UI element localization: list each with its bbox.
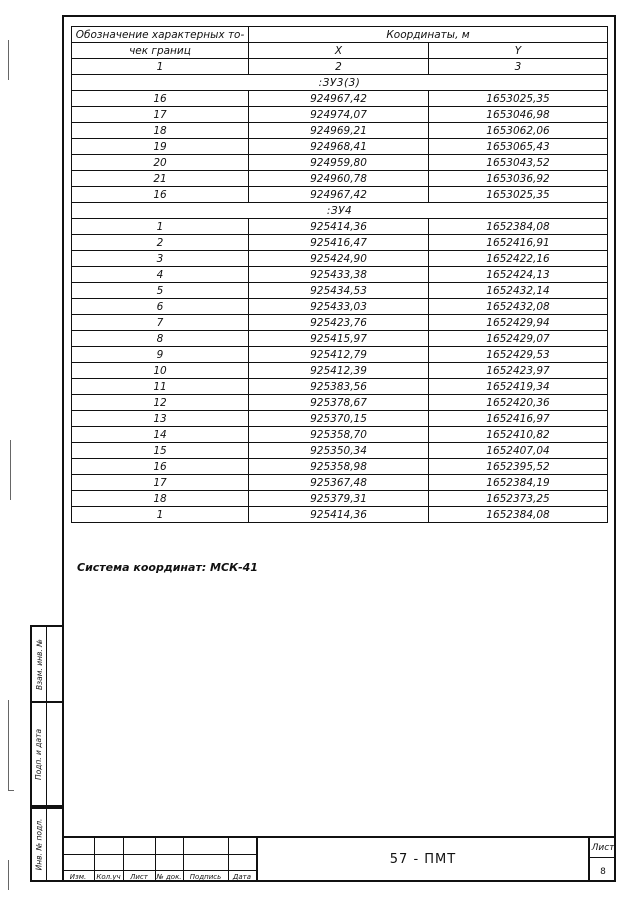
x-coordinate: 925423,76 [249, 315, 429, 331]
y-coordinate: 1652384,08 [429, 219, 608, 235]
x-coordinate: 924967,42 [249, 187, 429, 203]
y-coordinate: 1652384,08 [429, 507, 608, 523]
point-number: 15 [72, 443, 249, 459]
point-number: 21 [72, 171, 249, 187]
zone-name: :ЗУ4 [72, 203, 608, 219]
column-number: 2 [249, 59, 429, 75]
side-strip-signature [30, 703, 62, 807]
caption-doc-number: № док. [156, 873, 182, 881]
caption-sheet: Лист [130, 873, 148, 881]
x-coordinate: 925424,90 [249, 251, 429, 267]
side-label: Взам. инв. № [34, 638, 44, 690]
x-header: X [249, 43, 429, 59]
table-row [72, 379, 608, 395]
point-number: 16 [72, 459, 249, 475]
table-row [72, 187, 608, 203]
point-number: 5 [72, 283, 249, 299]
table-row [72, 331, 608, 347]
margin-mark [10, 440, 11, 500]
table-row [72, 219, 608, 235]
x-coordinate: 925414,36 [249, 219, 429, 235]
point-number: 17 [72, 107, 249, 123]
point-number: 11 [72, 379, 249, 395]
table-row [72, 427, 608, 443]
table-row [72, 139, 608, 155]
x-coordinate: 925414,36 [249, 507, 429, 523]
x-coordinate: 925358,70 [249, 427, 429, 443]
point-number: 3 [72, 251, 249, 267]
y-coordinate: 1652429,07 [429, 331, 608, 347]
zone-name: :ЗУ3(3) [72, 75, 608, 91]
point-number: 16 [72, 187, 249, 203]
sheet-number: 8 [600, 867, 606, 877]
x-coordinate: 925433,03 [249, 299, 429, 315]
x-coordinate: 925358,98 [249, 459, 429, 475]
table-row [72, 443, 608, 459]
table-row [72, 283, 608, 299]
x-coordinate: 925378,67 [249, 395, 429, 411]
y-coordinate: 1653046,98 [429, 107, 608, 123]
title-block [62, 836, 616, 882]
x-coordinate: 924959,80 [249, 155, 429, 171]
side-label: Подп. и дата [34, 728, 44, 780]
y-coordinate: 1652420,36 [429, 395, 608, 411]
y-coordinate: 1652373,25 [429, 491, 608, 507]
point-number: 1 [72, 219, 249, 235]
y-coordinate: 1652429,94 [429, 315, 608, 331]
point-number: 1 [72, 507, 249, 523]
column-number: 3 [429, 59, 608, 75]
x-coordinate: 925383,56 [249, 379, 429, 395]
y-coordinate: 1652423,97 [429, 363, 608, 379]
point-number: 20 [72, 155, 249, 171]
coordinate-system-note: Система координат: МСК-41 [77, 561, 258, 574]
table-row [72, 475, 608, 491]
caption-change: Изм. [69, 873, 87, 881]
point-number: 18 [72, 491, 249, 507]
table-row [72, 299, 608, 315]
x-coordinate: 925367,48 [249, 475, 429, 491]
table-row [72, 347, 608, 363]
y-coordinate: 1652424,13 [429, 267, 608, 283]
sheet-label: Лист [591, 843, 615, 853]
coordinates-table [71, 26, 608, 523]
table-row [72, 107, 608, 123]
x-coordinate: 925350,34 [249, 443, 429, 459]
y-coordinate: 1653025,35 [429, 187, 608, 203]
designation-header-cont: чек границ [72, 43, 249, 59]
y-coordinate: 1653062,06 [429, 123, 608, 139]
table-header-row [72, 27, 608, 43]
caption-count: Кол.уч [96, 873, 121, 881]
point-number: 13 [72, 411, 249, 427]
x-coordinate: 925415,97 [249, 331, 429, 347]
table-row [72, 267, 608, 283]
table-row [72, 315, 608, 331]
x-coordinate: 925412,39 [249, 363, 429, 379]
side-strip-replacement [30, 625, 62, 703]
y-coordinate: 1653065,43 [429, 139, 608, 155]
designation-header: Обозначение характерных то- [72, 27, 249, 43]
margin-mark [8, 860, 9, 890]
y-coordinate: 1653043,52 [429, 155, 608, 171]
y-coordinate: 1653036,92 [429, 171, 608, 187]
table-row [72, 235, 608, 251]
y-coordinate: 1652432,14 [429, 283, 608, 299]
caption-signature: Подпись [189, 873, 222, 881]
y-coordinate: 1652384,19 [429, 475, 608, 491]
x-coordinate: 925370,15 [249, 411, 429, 427]
column-number-row [72, 59, 608, 75]
x-coordinate: 925412,79 [249, 347, 429, 363]
y-coordinate: 1652429,53 [429, 347, 608, 363]
y-coordinate: 1652416,97 [429, 411, 608, 427]
x-coordinate: 924968,41 [249, 139, 429, 155]
y-coordinate: 1652410,82 [429, 427, 608, 443]
zone-row [72, 203, 608, 219]
x-coordinate: 924967,42 [249, 91, 429, 107]
x-coordinate: 925433,38 [249, 267, 429, 283]
y-coordinate: 1652419,34 [429, 379, 608, 395]
y-header: Y [429, 43, 608, 59]
point-number: 8 [72, 331, 249, 347]
y-coordinate: 1653025,35 [429, 91, 608, 107]
point-number: 2 [72, 235, 249, 251]
point-number: 4 [72, 267, 249, 283]
table-row [72, 459, 608, 475]
point-number: 10 [72, 363, 249, 379]
point-number: 17 [72, 475, 249, 491]
table-row [72, 123, 608, 139]
x-coordinate: 925416,47 [249, 235, 429, 251]
point-number: 14 [72, 427, 249, 443]
caption-date: Дата [232, 873, 252, 881]
x-coordinate: 924960,78 [249, 171, 429, 187]
point-number: 18 [72, 123, 249, 139]
side-label: Инв. № подл. [34, 818, 44, 871]
table-row [72, 507, 608, 523]
table-row [72, 91, 608, 107]
table-row [72, 395, 608, 411]
y-coordinate: 1652407,04 [429, 443, 608, 459]
margin-mark [8, 40, 9, 80]
table-row [72, 363, 608, 379]
point-number: 6 [72, 299, 249, 315]
point-number: 19 [72, 139, 249, 155]
x-coordinate: 925379,31 [249, 491, 429, 507]
side-strip-inventory [30, 807, 62, 882]
table-row [72, 155, 608, 171]
y-coordinate: 1652416,91 [429, 235, 608, 251]
coordinates-header: Координаты, м [249, 27, 608, 43]
table-row [72, 251, 608, 267]
point-number: 12 [72, 395, 249, 411]
table-row [72, 491, 608, 507]
document-code: 57 - ПМТ [389, 852, 457, 867]
column-number: 1 [72, 59, 249, 75]
zone-row [72, 75, 608, 91]
point-number: 9 [72, 347, 249, 363]
x-coordinate: 924969,21 [249, 123, 429, 139]
y-coordinate: 1652432,08 [429, 299, 608, 315]
table-row [72, 411, 608, 427]
margin-mark [8, 700, 9, 790]
point-number: 16 [72, 91, 249, 107]
table-row [72, 171, 608, 187]
x-coordinate: 924974,07 [249, 107, 429, 123]
y-coordinate: 1652422,16 [429, 251, 608, 267]
y-coordinate: 1652395,52 [429, 459, 608, 475]
x-coordinate: 925434,53 [249, 283, 429, 299]
point-number: 7 [72, 315, 249, 331]
table-header-row [72, 43, 608, 59]
margin-mark [8, 790, 14, 791]
